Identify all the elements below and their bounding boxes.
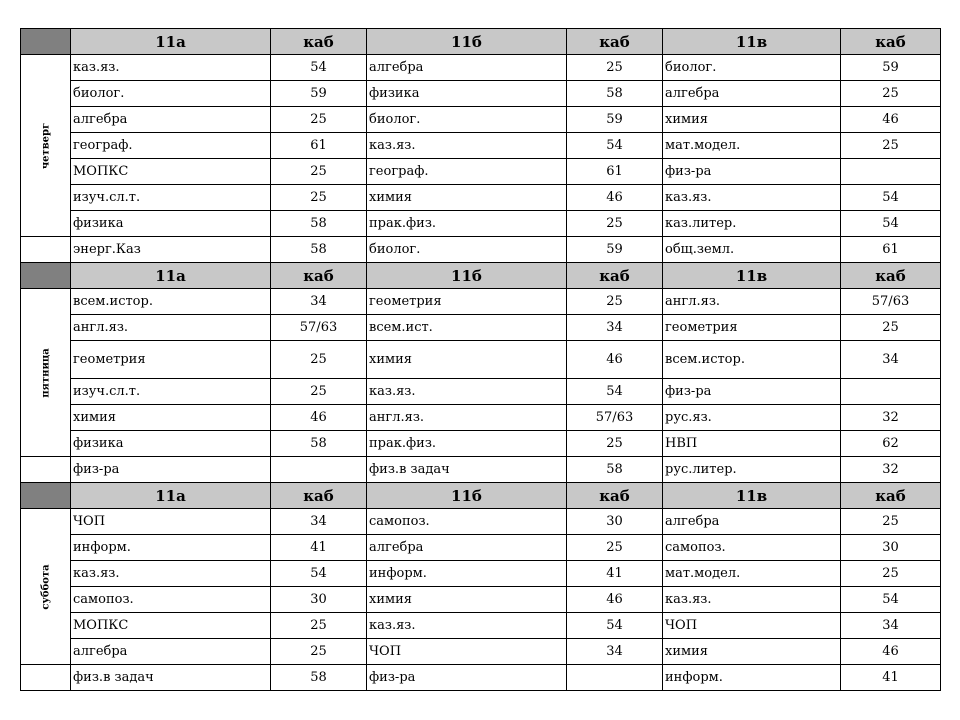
room-header: каб bbox=[271, 263, 367, 289]
subject-cell: изуч.сл.т. bbox=[71, 185, 271, 211]
room-cell: 25 bbox=[567, 211, 663, 237]
table-row bbox=[21, 185, 941, 211]
room-cell: 62 bbox=[841, 431, 941, 457]
subject-cell: общ.земл. bbox=[663, 237, 841, 263]
subject-cell: рус.литер. bbox=[663, 457, 841, 483]
room-cell: 25 bbox=[271, 107, 367, 133]
room-cell: 46 bbox=[567, 185, 663, 211]
table-row bbox=[21, 315, 941, 341]
room-cell: 57/63 bbox=[841, 289, 941, 315]
header-row bbox=[21, 29, 941, 55]
room-cell: 59 bbox=[271, 81, 367, 107]
subject-cell: всем.истор. bbox=[663, 341, 841, 379]
subject-cell: каз.яз. bbox=[663, 185, 841, 211]
subject-cell: биолог. bbox=[367, 107, 567, 133]
room-cell: 54 bbox=[567, 133, 663, 159]
room-header: каб bbox=[271, 29, 367, 55]
table-row bbox=[21, 457, 941, 483]
subject-cell: информ. bbox=[71, 535, 271, 561]
day-cell bbox=[21, 289, 71, 457]
room-cell: 54 bbox=[567, 379, 663, 405]
room-cell: 25 bbox=[271, 379, 367, 405]
room-cell: 34 bbox=[271, 289, 367, 315]
table-row bbox=[21, 159, 941, 185]
blank-cell bbox=[21, 457, 71, 483]
subject-cell: физ-ра bbox=[663, 159, 841, 185]
header-row bbox=[21, 263, 941, 289]
room-cell: 25 bbox=[567, 431, 663, 457]
subject-cell: каз.яз. bbox=[367, 379, 567, 405]
subject-cell: МОПКС bbox=[71, 613, 271, 639]
header-corner bbox=[21, 263, 71, 289]
subject-cell: информ. bbox=[367, 561, 567, 587]
table-row bbox=[21, 81, 941, 107]
blank-cell bbox=[21, 665, 71, 691]
subject-cell: физика bbox=[71, 211, 271, 237]
subject-cell: химия bbox=[367, 185, 567, 211]
subject-cell: физ.в задач bbox=[71, 665, 271, 691]
day-cell bbox=[21, 509, 71, 665]
room-cell: 58 bbox=[567, 81, 663, 107]
room-cell: 25 bbox=[841, 315, 941, 341]
room-cell: 54 bbox=[271, 55, 367, 81]
room-cell: 41 bbox=[567, 561, 663, 587]
room-cell: 32 bbox=[841, 405, 941, 431]
subject-cell: самопоз. bbox=[367, 509, 567, 535]
subject-cell: физ-ра bbox=[663, 379, 841, 405]
table-row bbox=[21, 107, 941, 133]
table-row bbox=[21, 535, 941, 561]
subject-cell: МОПКС bbox=[71, 159, 271, 185]
room-cell: 41 bbox=[841, 665, 941, 691]
subject-cell: англ.яз. bbox=[663, 289, 841, 315]
subject-cell: каз.яз. bbox=[71, 561, 271, 587]
subject-cell: каз.литер. bbox=[663, 211, 841, 237]
table-row bbox=[21, 509, 941, 535]
room-cell: 25 bbox=[841, 81, 941, 107]
room-cell: 25 bbox=[271, 341, 367, 379]
room-cell: 58 bbox=[567, 457, 663, 483]
subject-cell: алгебра bbox=[71, 107, 271, 133]
class-header: 11а bbox=[71, 263, 271, 289]
room-header: каб bbox=[841, 483, 941, 509]
room-cell: 54 bbox=[271, 561, 367, 587]
subject-cell: самопоз. bbox=[71, 587, 271, 613]
day-label: четверг bbox=[40, 122, 51, 169]
subject-cell: химия bbox=[663, 107, 841, 133]
table-row bbox=[21, 613, 941, 639]
subject-cell: ЧОП bbox=[367, 639, 567, 665]
subject-cell: физ-ра bbox=[367, 665, 567, 691]
subject-cell: энерг.Каз bbox=[71, 237, 271, 263]
room-cell: 59 bbox=[567, 107, 663, 133]
room-cell: 61 bbox=[567, 159, 663, 185]
subject-cell: алгебра bbox=[367, 55, 567, 81]
subject-cell: прак.физ. bbox=[367, 431, 567, 457]
class-header: 11а bbox=[71, 483, 271, 509]
room-cell: 54 bbox=[841, 587, 941, 613]
class-header: 11б bbox=[367, 263, 567, 289]
room-header: каб bbox=[841, 29, 941, 55]
subject-cell: мат.модел. bbox=[663, 133, 841, 159]
room-cell: 25 bbox=[271, 613, 367, 639]
room-cell: 25 bbox=[271, 185, 367, 211]
subject-cell: физика bbox=[367, 81, 567, 107]
subject-cell: ЧОП bbox=[663, 613, 841, 639]
table-row bbox=[21, 561, 941, 587]
subject-cell: рус.яз. bbox=[663, 405, 841, 431]
subject-cell: мат.модел. bbox=[663, 561, 841, 587]
subject-cell: каз.яз. bbox=[663, 587, 841, 613]
table-row bbox=[21, 55, 941, 81]
subject-cell: самопоз. bbox=[663, 535, 841, 561]
subject-cell: физика bbox=[71, 431, 271, 457]
room-cell bbox=[841, 379, 941, 405]
table-row bbox=[21, 405, 941, 431]
subject-cell: алгебра bbox=[367, 535, 567, 561]
timetable-body bbox=[21, 29, 941, 691]
room-header: каб bbox=[841, 263, 941, 289]
room-cell: 30 bbox=[271, 587, 367, 613]
subject-cell: физ-ра bbox=[71, 457, 271, 483]
subject-cell: физ.в задач bbox=[367, 457, 567, 483]
subject-cell: химия bbox=[71, 405, 271, 431]
room-cell: 25 bbox=[271, 639, 367, 665]
subject-cell: ЧОП bbox=[71, 509, 271, 535]
class-header: 11б bbox=[367, 483, 567, 509]
subject-cell: географ. bbox=[367, 159, 567, 185]
room-cell: 25 bbox=[841, 133, 941, 159]
table-row bbox=[21, 289, 941, 315]
subject-cell: изуч.сл.т. bbox=[71, 379, 271, 405]
room-cell: 54 bbox=[567, 613, 663, 639]
room-cell: 61 bbox=[271, 133, 367, 159]
subject-cell: биолог. bbox=[367, 237, 567, 263]
room-cell: 25 bbox=[567, 289, 663, 315]
table-row bbox=[21, 133, 941, 159]
room-cell: 46 bbox=[567, 341, 663, 379]
room-cell: 46 bbox=[567, 587, 663, 613]
room-cell: 59 bbox=[841, 55, 941, 81]
subject-cell: всем.истор. bbox=[71, 289, 271, 315]
room-cell: 58 bbox=[271, 431, 367, 457]
table-row bbox=[21, 211, 941, 237]
subject-cell: каз.яз. bbox=[367, 613, 567, 639]
subject-cell: химия bbox=[367, 587, 567, 613]
class-header: 11в bbox=[663, 483, 841, 509]
header-corner bbox=[21, 483, 71, 509]
room-cell: 46 bbox=[841, 107, 941, 133]
room-header: каб bbox=[567, 483, 663, 509]
room-cell: 58 bbox=[271, 211, 367, 237]
day-label: суббота bbox=[40, 563, 51, 610]
room-cell: 25 bbox=[841, 561, 941, 587]
room-cell: 25 bbox=[567, 55, 663, 81]
subject-cell: англ.яз. bbox=[367, 405, 567, 431]
class-header: 11а bbox=[71, 29, 271, 55]
room-cell: 34 bbox=[841, 341, 941, 379]
room-cell: 54 bbox=[841, 211, 941, 237]
room-cell bbox=[841, 159, 941, 185]
room-cell: 32 bbox=[841, 457, 941, 483]
room-cell: 34 bbox=[841, 613, 941, 639]
room-header: каб bbox=[567, 263, 663, 289]
subject-cell: алгебра bbox=[663, 81, 841, 107]
class-header: 11б bbox=[367, 29, 567, 55]
room-cell: 25 bbox=[271, 159, 367, 185]
room-cell: 54 bbox=[841, 185, 941, 211]
room-cell: 34 bbox=[567, 639, 663, 665]
subject-cell: химия bbox=[367, 341, 567, 379]
subject-cell: географ. bbox=[71, 133, 271, 159]
room-cell: 46 bbox=[271, 405, 367, 431]
blank-cell bbox=[21, 237, 71, 263]
room-cell: 46 bbox=[841, 639, 941, 665]
subject-cell: геометрия bbox=[367, 289, 567, 315]
class-header: 11в bbox=[663, 29, 841, 55]
subject-cell: геометрия bbox=[663, 315, 841, 341]
room-cell: 57/63 bbox=[271, 315, 367, 341]
day-cell bbox=[21, 55, 71, 237]
room-cell bbox=[271, 457, 367, 483]
room-header: каб bbox=[271, 483, 367, 509]
room-cell: 34 bbox=[271, 509, 367, 535]
room-cell: 61 bbox=[841, 237, 941, 263]
header-row bbox=[21, 483, 941, 509]
room-header: каб bbox=[567, 29, 663, 55]
subject-cell: НВП bbox=[663, 431, 841, 457]
room-cell: 30 bbox=[841, 535, 941, 561]
room-cell bbox=[567, 665, 663, 691]
table-row bbox=[21, 237, 941, 263]
table-row bbox=[21, 341, 941, 379]
subject-cell: биолог. bbox=[71, 81, 271, 107]
room-cell: 25 bbox=[841, 509, 941, 535]
subject-cell: химия bbox=[663, 639, 841, 665]
subject-cell: всем.ист. bbox=[367, 315, 567, 341]
room-cell: 58 bbox=[271, 665, 367, 691]
day-label: пятница bbox=[40, 347, 51, 398]
subject-cell: англ.яз. bbox=[71, 315, 271, 341]
room-cell: 41 bbox=[271, 535, 367, 561]
subject-cell: биолог. bbox=[663, 55, 841, 81]
room-cell: 25 bbox=[567, 535, 663, 561]
subject-cell: информ. bbox=[663, 665, 841, 691]
subject-cell: каз.яз. bbox=[367, 133, 567, 159]
room-cell: 57/63 bbox=[567, 405, 663, 431]
subject-cell: алгебра bbox=[663, 509, 841, 535]
subject-cell: алгебра bbox=[71, 639, 271, 665]
table-row bbox=[21, 431, 941, 457]
room-cell: 58 bbox=[271, 237, 367, 263]
table-row bbox=[21, 665, 941, 691]
header-corner bbox=[21, 29, 71, 55]
class-header: 11в bbox=[663, 263, 841, 289]
room-cell: 30 bbox=[567, 509, 663, 535]
subject-cell: прак.физ. bbox=[367, 211, 567, 237]
table-row bbox=[21, 379, 941, 405]
table-row bbox=[21, 587, 941, 613]
timetable bbox=[20, 28, 941, 691]
subject-cell: каз.яз. bbox=[71, 55, 271, 81]
room-cell: 34 bbox=[567, 315, 663, 341]
table-row bbox=[21, 639, 941, 665]
room-cell: 59 bbox=[567, 237, 663, 263]
subject-cell: геометрия bbox=[71, 341, 271, 379]
